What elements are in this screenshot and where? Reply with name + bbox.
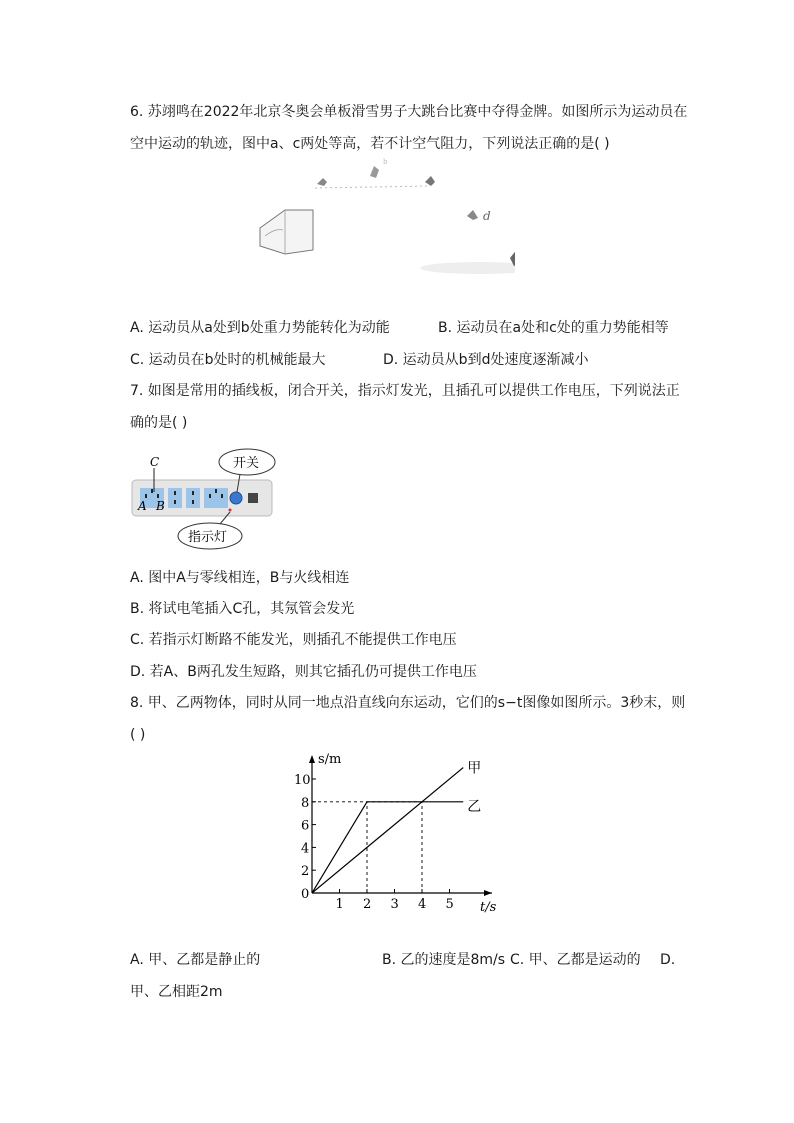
q7-option-b: B. 将试电笔插入C孔，其氖管会发光 bbox=[130, 601, 355, 617]
q8-stem-line2: ( ) bbox=[130, 727, 146, 743]
x-tick-label-2: 2 bbox=[363, 897, 372, 912]
y-tick-label-8: 8 bbox=[301, 795, 310, 811]
x-axis-label: t/s bbox=[480, 900, 497, 915]
y-tick-label-0: 0 bbox=[301, 887, 310, 902]
label-b-mark: b bbox=[383, 158, 388, 166]
s-t-chart bbox=[280, 745, 510, 915]
series-line-1 bbox=[312, 768, 463, 893]
series-label-2: 乙 bbox=[467, 798, 482, 815]
switch-button bbox=[230, 492, 242, 504]
q6-option-d: D. 运动员从b到d处速度逐渐减小 bbox=[383, 352, 589, 368]
label-d: d bbox=[483, 209, 491, 223]
label-b: B bbox=[156, 499, 165, 513]
callout-light: 指示灯 bbox=[188, 530, 228, 545]
q6-stem-line1: 6. 苏翊鸣在2022年北京冬奥会单板滑雪男子大跳台比赛中夺得金牌。如图所示为运动员在 bbox=[130, 104, 688, 120]
power-strip-figure bbox=[130, 448, 280, 550]
series-line-2 bbox=[312, 802, 463, 893]
skier-b-icon bbox=[370, 166, 379, 178]
x-tick-label-5: 5 bbox=[445, 897, 454, 912]
x-axis-arrow bbox=[484, 890, 492, 896]
skier-d-icon bbox=[467, 210, 478, 220]
q6-option-b: B. 运动员在a处和c处的重力势能相等 bbox=[438, 320, 669, 336]
x-tick-label-3: 3 bbox=[390, 897, 399, 912]
skier-c-icon bbox=[425, 176, 435, 186]
plug-port bbox=[248, 493, 258, 503]
landing-slope bbox=[420, 262, 515, 274]
q6-option-c: C. 运动员在b处时的机械能最大 bbox=[130, 352, 326, 368]
ramp bbox=[260, 210, 313, 254]
q8-option-d-head: D. bbox=[660, 952, 676, 968]
q8-option-c: C. 甲、乙都是运动的 bbox=[510, 952, 641, 968]
label-a: A bbox=[138, 499, 147, 513]
q7-stem-line1: 7. 如图是常用的插线板，闭合开关，指示灯发光，且插孔可以提供工作电压，下列说法正 bbox=[130, 383, 680, 399]
callout-switch: 开关 bbox=[233, 456, 260, 471]
y-tick-label-4: 4 bbox=[301, 841, 310, 857]
y-tick-label-2: 2 bbox=[301, 864, 310, 880]
y-axis-label: s/m bbox=[318, 752, 342, 767]
snowboard-trajectory-figure bbox=[255, 158, 515, 278]
indicator-light bbox=[229, 509, 232, 512]
q6-option-a: A. 运动员从a处到b处重力势能转化为动能 bbox=[130, 320, 390, 336]
q7-option-c: C. 若指示灯断路不能发光，则插孔不能提供工作电压 bbox=[130, 632, 457, 648]
q7-option-d: D. 若A、B两孔发生短路，则其它插孔仍可提供工作电压 bbox=[130, 664, 477, 680]
x-tick-label-1: 1 bbox=[335, 897, 344, 912]
label-c: C bbox=[150, 455, 160, 469]
q7-stem-line2: 确的是( ) bbox=[130, 415, 188, 431]
x-tick-label-4: 4 bbox=[418, 897, 427, 912]
q8-option-b: B. 乙的速度是8m/s bbox=[382, 952, 506, 968]
q8-option-d-tail: 甲、乙相距2m bbox=[130, 984, 223, 1000]
series-label-1: 甲 bbox=[467, 760, 482, 777]
y-tick-label-6: 6 bbox=[301, 818, 310, 834]
skier-a-icon bbox=[317, 178, 327, 186]
q7-option-a: A. 图中A与零线相连，B与火线相连 bbox=[130, 570, 350, 586]
y-axis-arrow bbox=[309, 755, 315, 763]
q8-option-a: A. 甲、乙都是静止的 bbox=[130, 952, 261, 968]
q8-stem-line1: 8. 甲、乙两物体，同时从同一地点沿直线向东运动，它们的s−t图像如图所示。3秒末，则 bbox=[130, 695, 686, 711]
q6-stem-line2: 空中运动的轨迹，图中a、c两处等高，若不计空气阻力，下列说法正确的是( ) bbox=[130, 136, 610, 152]
trajectory-dash bbox=[315, 186, 430, 188]
y-tick-label-10: 10 bbox=[294, 773, 311, 788]
